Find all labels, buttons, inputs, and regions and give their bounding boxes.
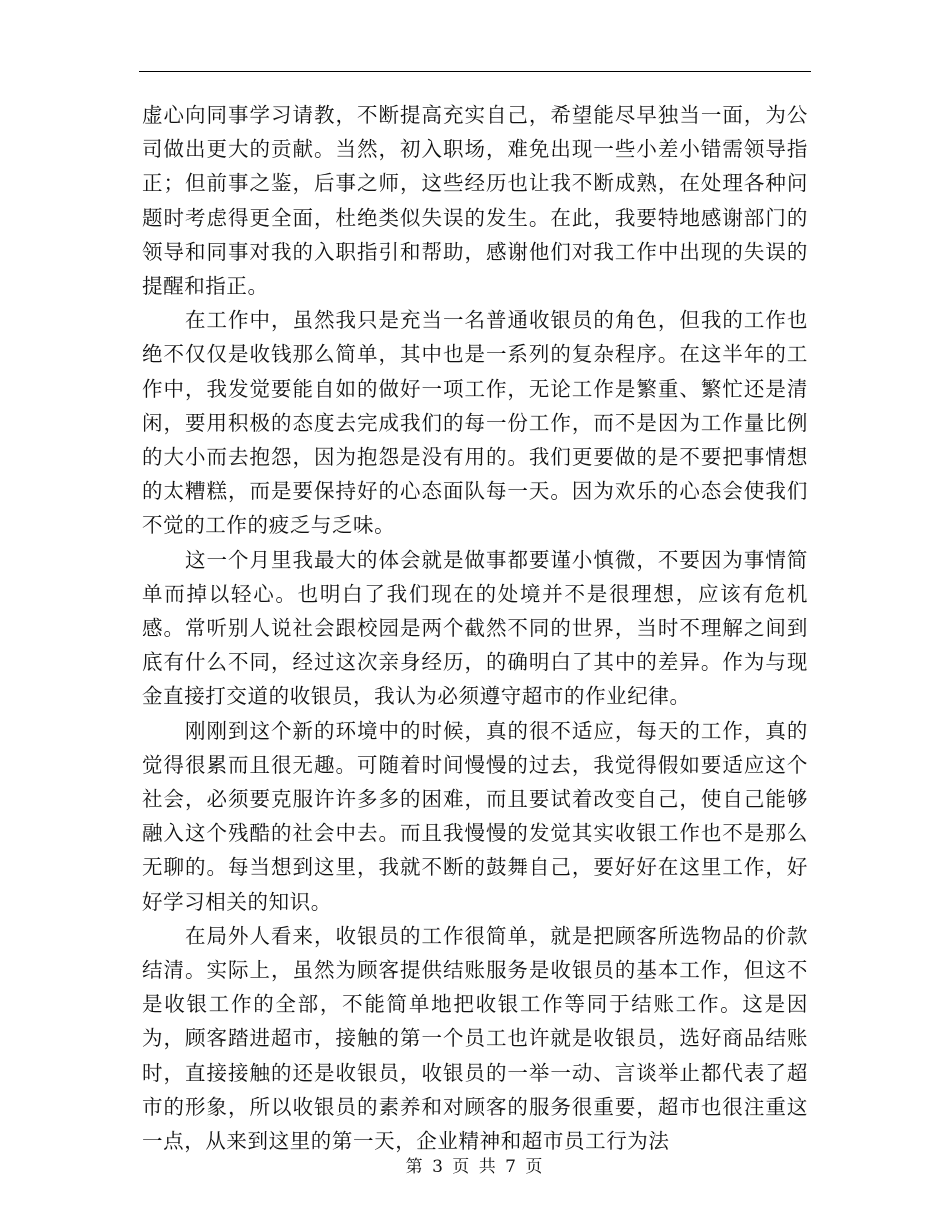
paragraph: 在工作中，虽然我只是充当一名普通收银员的角色，但我的工作也绝不仅仅是收钱那么简单，其中也是一系列的复杂程序。在这半年的工作中，我发觉要能自如的做好一项工作，无论工作是繁重、繁忙还是清闲，要用积极的态度去完成我们的每一份工作，而不是因为工作量比例的大小而去抱怨，因为抱怨是没有用的。我们更要做的是不要把事情想的太糟糕，而是要保持好的心态面队每一天。因为欢乐的心态会使我们不觉的工作的疲乏与乏味。 <box>142 308 808 538</box>
page-number-footer: 第 3 页 共 7 页 <box>405 1157 545 1177</box>
paragraph: 在局外人看来，收银员的工作很简单，就是把顾客所选物品的价款结清。实际上，虽然为顾客提供结账服务是收银员的基本工作，但这不是收银工作的全部，不能简单地把收银工作等同于结账工作。这是因为，顾客踏进超市，接触的第一个员工也许就是收银员，选好商品结账时，直接接触的还是收银员，收银员的一举一动、言谈举止都代表了超市的形象，所以收银员的素养和对顾客的服务很重要，超市也很注重这一点，从来到这里的第一天，企业精神和超市员工行为法 <box>142 923 808 1154</box>
paragraph: 刚刚到这个新的环境中的时候，真的很不适应，每天的工作，真的觉得很累而且很无趣。可随着时间慢慢的过去，我觉得假如要适应这个社会，必须要克服许许多多的困难，而且要试着改变自己，使自己能够融入这个残酷的社会中去。而且我慢慢的发觉其实收银工作也不是那么无聊的。每当想到这里，我就不断的鼓舞自己，要好好在这里工作，好好学习相关的知识。 <box>142 718 808 914</box>
header-rule <box>139 71 811 72</box>
document-body <box>142 98 808 1158</box>
paragraph-continued: 虚心向同事学习请教，不断提高充实自己，希望能尽早独当一面，为公司做出更大的贡献。当然，初入职场，难免出现一些小差小错需领导指正；但前事之鉴，后事之师，这些经历也让我不断成熟，在处理各种问题时考虑得更全面，杜绝类似失误的发生。在此，我要特地感谢部门的领导和同事对我的入职指引和帮助，感谢他们对我工作中出现的失误的提醒和指正。 <box>142 103 808 299</box>
paragraph: 这一个月里我最大的体会就是做事都要谨小慎微，不要因为事情简单而掉以轻心。也明白了我们现在的处境并不是很理想，应该有危机感。常听别人说社会跟校园是两个截然不同的世界，当时不理解之间到底有什么不同，经过这次亲身经历，的确明白了其中的差异。作为与现金直接打交道的收银员，我认为必须遵守超市的作业纪律。 <box>142 547 808 709</box>
